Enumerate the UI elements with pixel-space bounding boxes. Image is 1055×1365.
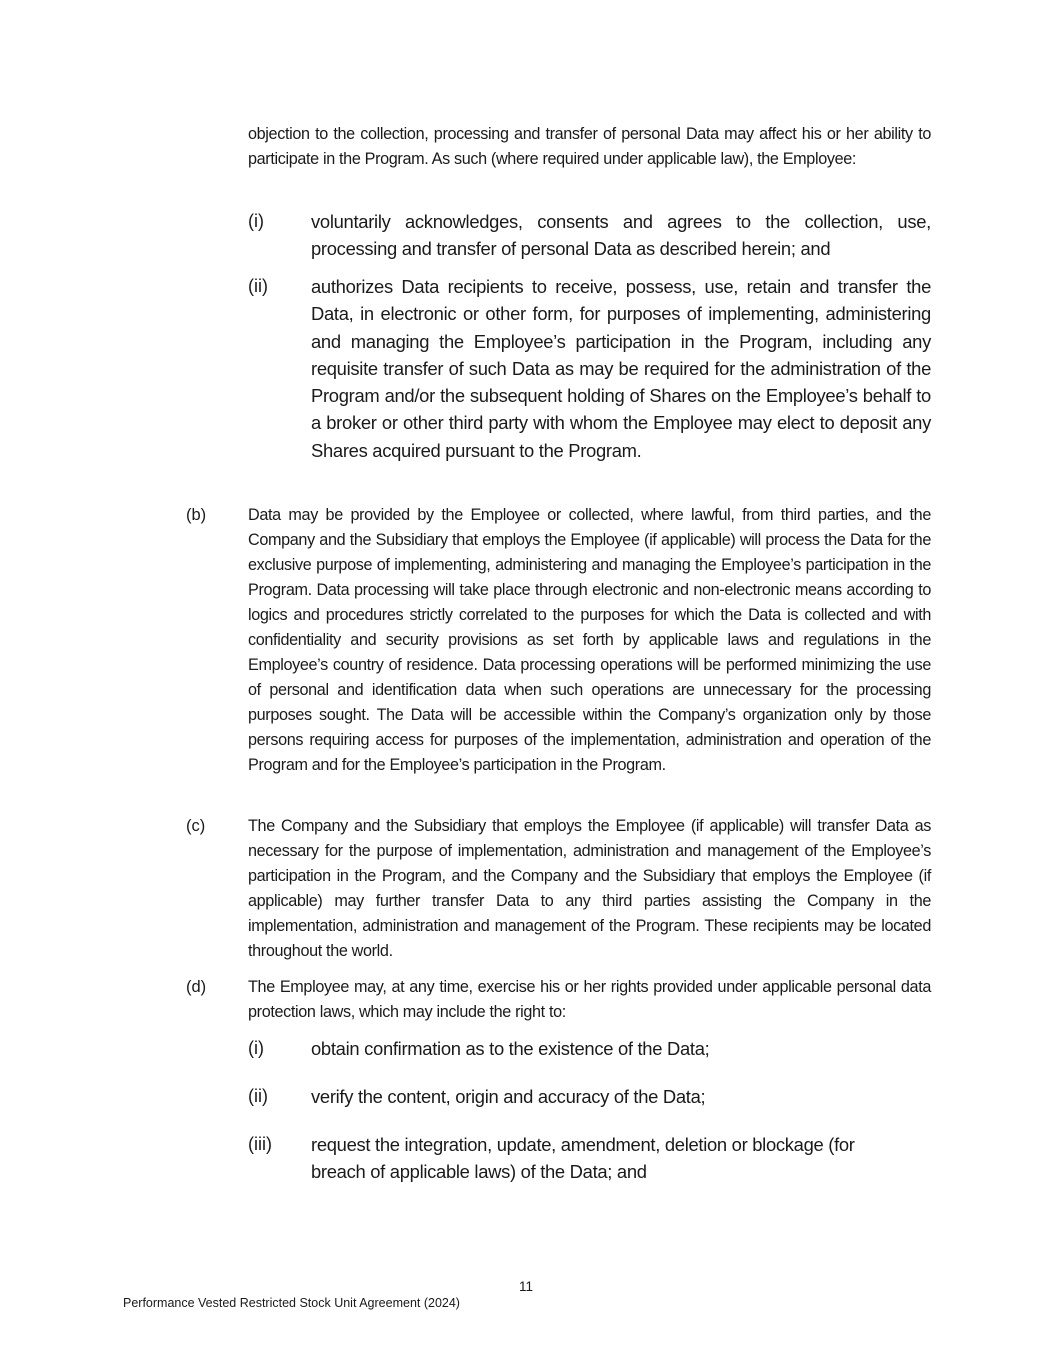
section-label-c: (c) (186, 817, 206, 835)
intro-item-text: authorizes Data recipients to receive, possess, use, retain and transfer the Data, in electronic or other form, for purposes of implementing, administering and managing the Employee’s participation in the Program, including any requisite transfer of such Data as may be required for the administration of the Program and/or the subsequent holding of Shares on the Employee’s behalf to a broker or other third party with whom the Employee may elect to deposit any Shares acquired pursuant to the Program. (311, 276, 931, 461)
intro-item-text: voluntarily acknowledges, consents and agrees to the collection, use, processing and transfer of personal Data as described herein; and (311, 211, 931, 260)
section-text-c: The Company and the Subsidiary that employs the Employee (if applicable) will transfer Data as necessary for the purpose of implementation, administration and management of the Employee’s participation in the Program, and the Company and the Subsidiary that employs the Employee (if applicable) may further transfer Data to any third parties assisting the Company in the implementation, administration and management of the Program. These recipients may be located throughout the world. (248, 817, 931, 960)
section-text-b: Data may be provided by the Employee or collected, where lawful, from third parties, and the Company and the Subsidiary that employs the Employee (if applicable) will process the Data for the exclusive purpose of implementing, administering and managing the Employee’s participation in the Program. Data processing will take place through electronic and non-electronic means according to logics and procedures strictly correlated to the purposes for which the Data is collected and with confidentiality and security provisions as set forth by applicable laws and regulations in the Employee’s country of residence. Data processing operations will be performed minimizing the use of personal and identification data when such operations are unnecessary for the processing purposes sought. The Data will be accessible within the Company’s organization only by those persons requiring access for purposes of the implementation, administration and operation of the Program and for the Employee’s participation in the Program. (248, 506, 931, 774)
rights-item-label: (iii) (248, 1134, 272, 1154)
intro-item-label: (ii) (248, 276, 268, 296)
rights-item-text: verify the content, origin and accuracy of the Data; (311, 1086, 706, 1107)
intro-paragraph: objection to the collection, processing and transfer of personal Data may affect his or her ability to participate in the Program. As such (where required under applicable law), the Employee: (248, 125, 931, 168)
section-label-b: (b) (186, 506, 207, 524)
rights-item-text: obtain confirmation as to the existence of the Data; (311, 1038, 710, 1059)
page-number: 11 (519, 1279, 534, 1294)
footer-title: Performance Vested Restricted Stock Unit Agreement (2024) (123, 1296, 460, 1310)
rights-item-label: (ii) (248, 1086, 268, 1106)
rights-item-text: request the integration, update, amendment, deletion or blockage (for breach of applicable laws) of the Data; and (311, 1134, 855, 1183)
intro-item-label: (i) (248, 211, 264, 231)
rights-item-label: (i) (248, 1038, 264, 1058)
section-text-d: The Employee may, at any time, exercise his or her rights provided under applicable personal data protection laws, which may include the right to: (248, 978, 931, 1021)
section-label-d: (d) (186, 978, 207, 996)
